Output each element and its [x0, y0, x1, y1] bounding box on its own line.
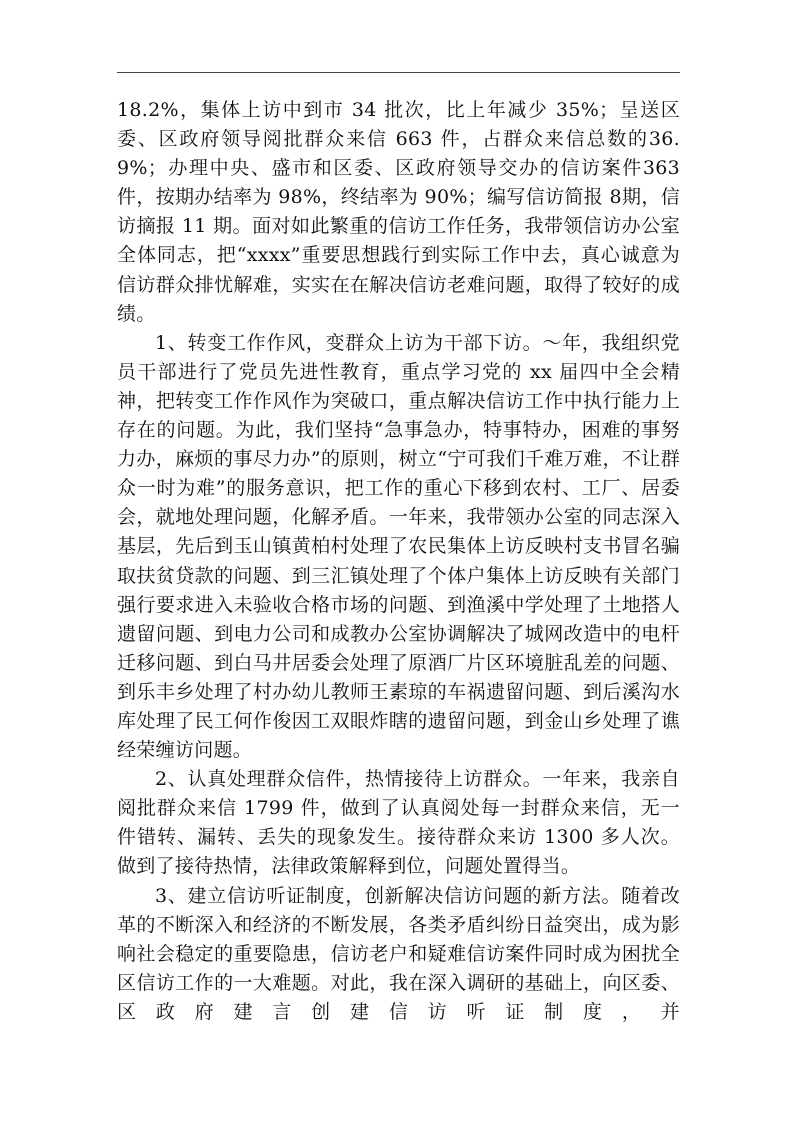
- paragraph-2: 1、转变工作作风，变群众上访为干部下访。～年，我组织党员干部进行了党员先进性教育，重点学习党的 xx 届四中全会精神，把转变工作作风作为突破口，重点解决信访工作中执行能力上存在的问题。为此，我们坚持“急事急办，特事特办，困难的事努力办，麻烦的事尽力办”的原则，树立“宁可我们千难万难，不让群众一时为难”的服务意识，把工作的重心下移到农村、工厂、居委会，就地处理问题，化解矛盾。一年来，我带领办公室的同志深入基层，先后到玉山镇黄柏村处理了农民集体上访反映村支书冒名骗取扶贫贷款的问题、到三汇镇处理了个体户集体上访反映有关部门强行要求进入未验收合格市场的问题、到渔溪中学处理了土地搭人遗留问题、到电力公司和成教办公室协调解决了城网改造中的电杆迁移问题、到白马井居委会处理了原酒厂片区环境脏乱差的问题、到乐丰乡处理了村办幼儿教师王素琼的车祸遗留问题、到后溪沟水库处理了民工何作俊因工双眼炸瞎的遗留问题，到金山乡处理了谯经荣缠访问题。: [117, 331, 680, 762]
- paragraph-1: 18.2%，集体上访中到市 34 批次，比上年减少 35%；呈送区委、区政府领导阅批群众来信 663 件，占群众来信总数的36.9%；办理中央、盛市和区委、区政府领导交办的信访案件363 件，按期办结率为 98%，终结率为 90%；编写信访简报 8期，信访摘报 11 期。面对如此繁重的信访工作任务，我带领信访办公室全体同志，把“xxxx”重要思想践行到实际工作中去，真心诚意为信访群众排忧解难，实实在在解决信访老难问题，取得了较好的成绩。: [117, 99, 680, 325]
- document-body: [117, 96, 680, 1027]
- header-rule: [117, 72, 680, 73]
- paragraph-3: 2、认真处理群众信件，热情接待上访群众。一年来，我亲自阅批群众来信 1799 件，做到了认真阅处每一封群众来信，无一件错转、漏转、丢失的现象发生。接待群众来访 1300 多人次。做到了接待热情，法律政策解释到位，问题处置得当。: [117, 768, 680, 878]
- paragraph-4: 3、建立信访听证制度，创新解决信访问题的新方法。随着改革的不断深入和经济的不断发展，各类矛盾纠纷日益突出，成为影响社会稳定的重要隐患，信访老户和疑难信访案件同时成为困扰全区信访工作的一大难题。对此，我在深入调研的基础上，向区委、区政府建言创建信访听证制度，并: [117, 884, 680, 1023]
